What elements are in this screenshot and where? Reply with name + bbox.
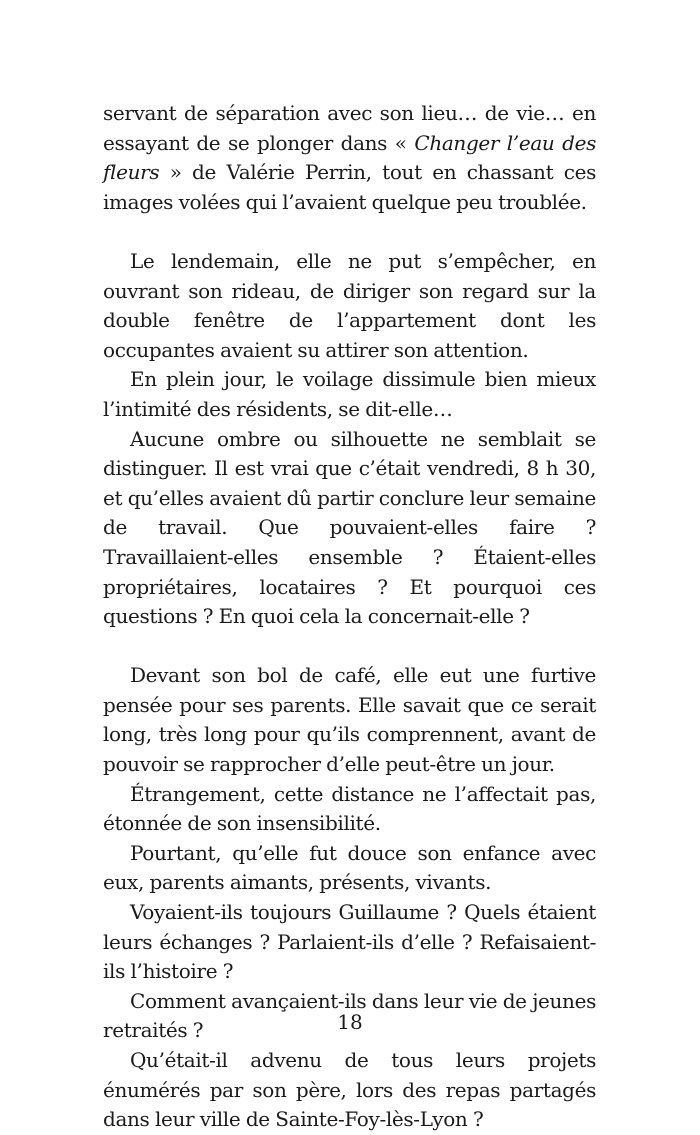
paragraph-1-start: servant de séparation avec son lieu… de vie… en essayant de se plonger dans « [103,101,596,155]
paragraph-3: En plein jour, le voilage dissimule bien mieux l’intimité des résidents, se dit-elle… [103,367,596,421]
paragraph-1 [103,99,596,217]
paragraph-5: Devant son bol de café, elle eut une furtive pensée pour ses parents. Elle savait que ce serait long, très long pour qu’ils comprennent, avant de pouvoir se rapprocher d’elle peut-être un jour. [103,663,596,777]
paragraph-4: Aucune ombre ou silhouette ne semblait se distinguer. Il est vrai que c’était vendredi, 8 h 30, et qu’elles avaient dû partir conclure leur semaine de travail. Que pouvaient-elles faire ? Travaillaient-elles ensemble ? Étaient-elles propriétaires, locataires ? Et pourquoi ces questions ? En quoi cela la concernait-elle ? [103,426,596,629]
page-number: 18 [337,1010,363,1034]
paragraph-8: Voyaient-ils toujours Guillaume ? Quels étaient leurs échanges ? Parlaient-ils d’elle ? Refaisaient-ils l’histoire ? [103,900,596,984]
paragraph-10: Qu’était-il advenu de tous leurs projets énumérés par son père, lors des repas partagés dans leur ville de Sainte-Foy-lès-Lyon ? [103,1048,596,1132]
paragraph-1-end: » de Valérie Perrin, tout en chassant ces images volées qui l’avaient quelque peu troublée. [103,160,596,214]
paragraph-2: Le lendemain, elle ne put s’empêcher, en ouvrant son rideau, de diriger son regard sur la double fenêtre de l’appartement dont les occupantes avaient su attirer son attention. [103,248,596,362]
page-body [103,99,596,1135]
paragraph-6: Étrangement, cette distance ne l’affectait pas, étonnée de son insensibilité. [103,781,596,836]
paragraph-9: Comment avançaient-ils dans leur vie de jeunes retraités ? [103,988,596,1043]
book-title: Changer l’eau des fleurs [103,130,596,185]
paragraph-7: Pourtant, qu’elle fut douce son enfance avec eux, parents aimants, présents, vivants. [103,840,596,895]
